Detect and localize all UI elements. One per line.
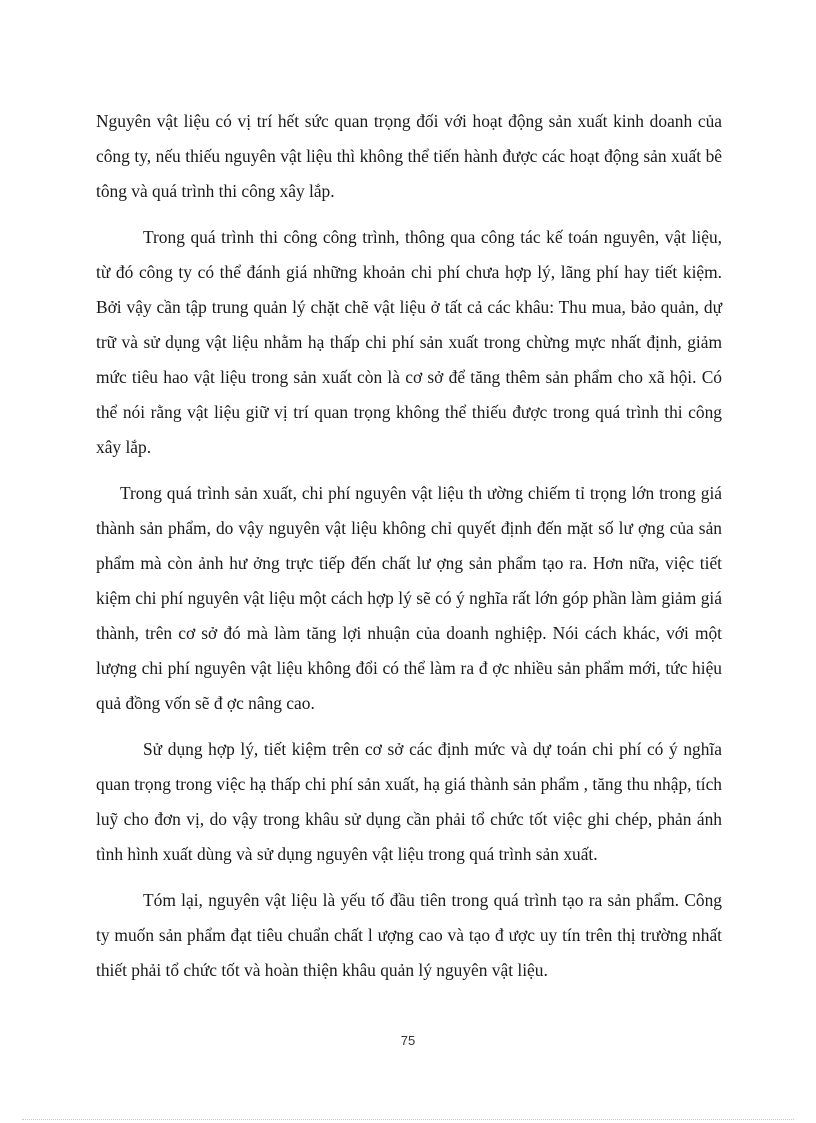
paragraph-3: Trong quá trình sản xuất, chi phí nguyên vật liệu th ường chiếm tỉ trọng lớn trong giá thành sản phẩm, do vậy nguyên vật liệu không chỉ quyết định đến mặt số lư ợng của sản phẩm mà còn ảnh hư ởng trực tiếp đến chất lư ợng sản phẩm tạo ra. Hơn nữa, việc tiết kiệm chi phí nguyên vật liệu một cách hợp lý sẽ có ý nghĩa rất lớn góp phần làm giảm giá thành, trên cơ sở đó mà làm tăng lợi nhuận của doanh nghiệp. Nói cách khác, với một lượng chi phí nguyên vật liệu không đổi có thể làm ra đ ợc nhiều sản phẩm mới, tức hiệu quả đồng vốn sẽ đ ợc nâng cao. <box>96 483 722 713</box>
page-bottom-edge <box>22 1119 794 1120</box>
paragraph-1: Nguyên vật liệu có vị trí hết sức quan trọng đối với hoạt động sản xuất kinh doanh của công ty, nếu thiếu nguyên vật liệu thì không thể tiến hành được các hoạt động sản xuất bê tông và quá trình thi công xây lắp. <box>96 111 722 201</box>
paragraph-4: Sử dụng hợp lý, tiết kiệm trên cơ sở các định mức và dự toán chi phí có ý nghĩa quan trọng trong việc hạ thấp chi phí sản xuất, hạ giá thành sản phẩm , tăng thu nhập, tích luỹ cho đơn vị, do vậy trong khâu sử dụng cần phải tổ chức tốt việc ghi chép, phản ánh tình hình xuất dùng và sử dụng nguyên vật liệu trong quá trình sản xuất. <box>96 739 722 864</box>
paragraph-2: Trong quá trình thi công công trình, thông qua công tác kế toán nguyên, vật liệu, từ đó công ty có thể đánh giá những khoản chi phí chưa hợp lý, lãng phí hay tiết kiệm. Bởi vậy cần tập trung quản lý chặt chẽ vật liệu ở tất cả các khâu: Thu mua, bảo quản, dự trữ và sử dụng vật liệu nhằm hạ thấp chi phí sản xuất trong chừng mực nhất định, giảm mức tiêu hao vật liệu trong sản xuất còn là cơ sở để tăng thêm sản phẩm cho xã hội. Có thể nói rằng vật liệu giữ vị trí quan trọng không thể thiếu được trong quá trình thi công xây lắp. <box>96 227 722 457</box>
body-text <box>96 104 722 988</box>
page-number: 75 <box>400 1033 416 1048</box>
paragraph-5: Tóm lại, nguyên vật liệu là yếu tố đầu tiên trong quá trình tạo ra sản phẩm. Công ty muốn sản phẩm đạt tiêu chuẩn chất l ượng cao và tạo đ ược uy tín trên thị trường nhất thiết phải tổ chức tốt và hoàn thiện khâu quản lý nguyên vật liệu. <box>96 890 722 980</box>
